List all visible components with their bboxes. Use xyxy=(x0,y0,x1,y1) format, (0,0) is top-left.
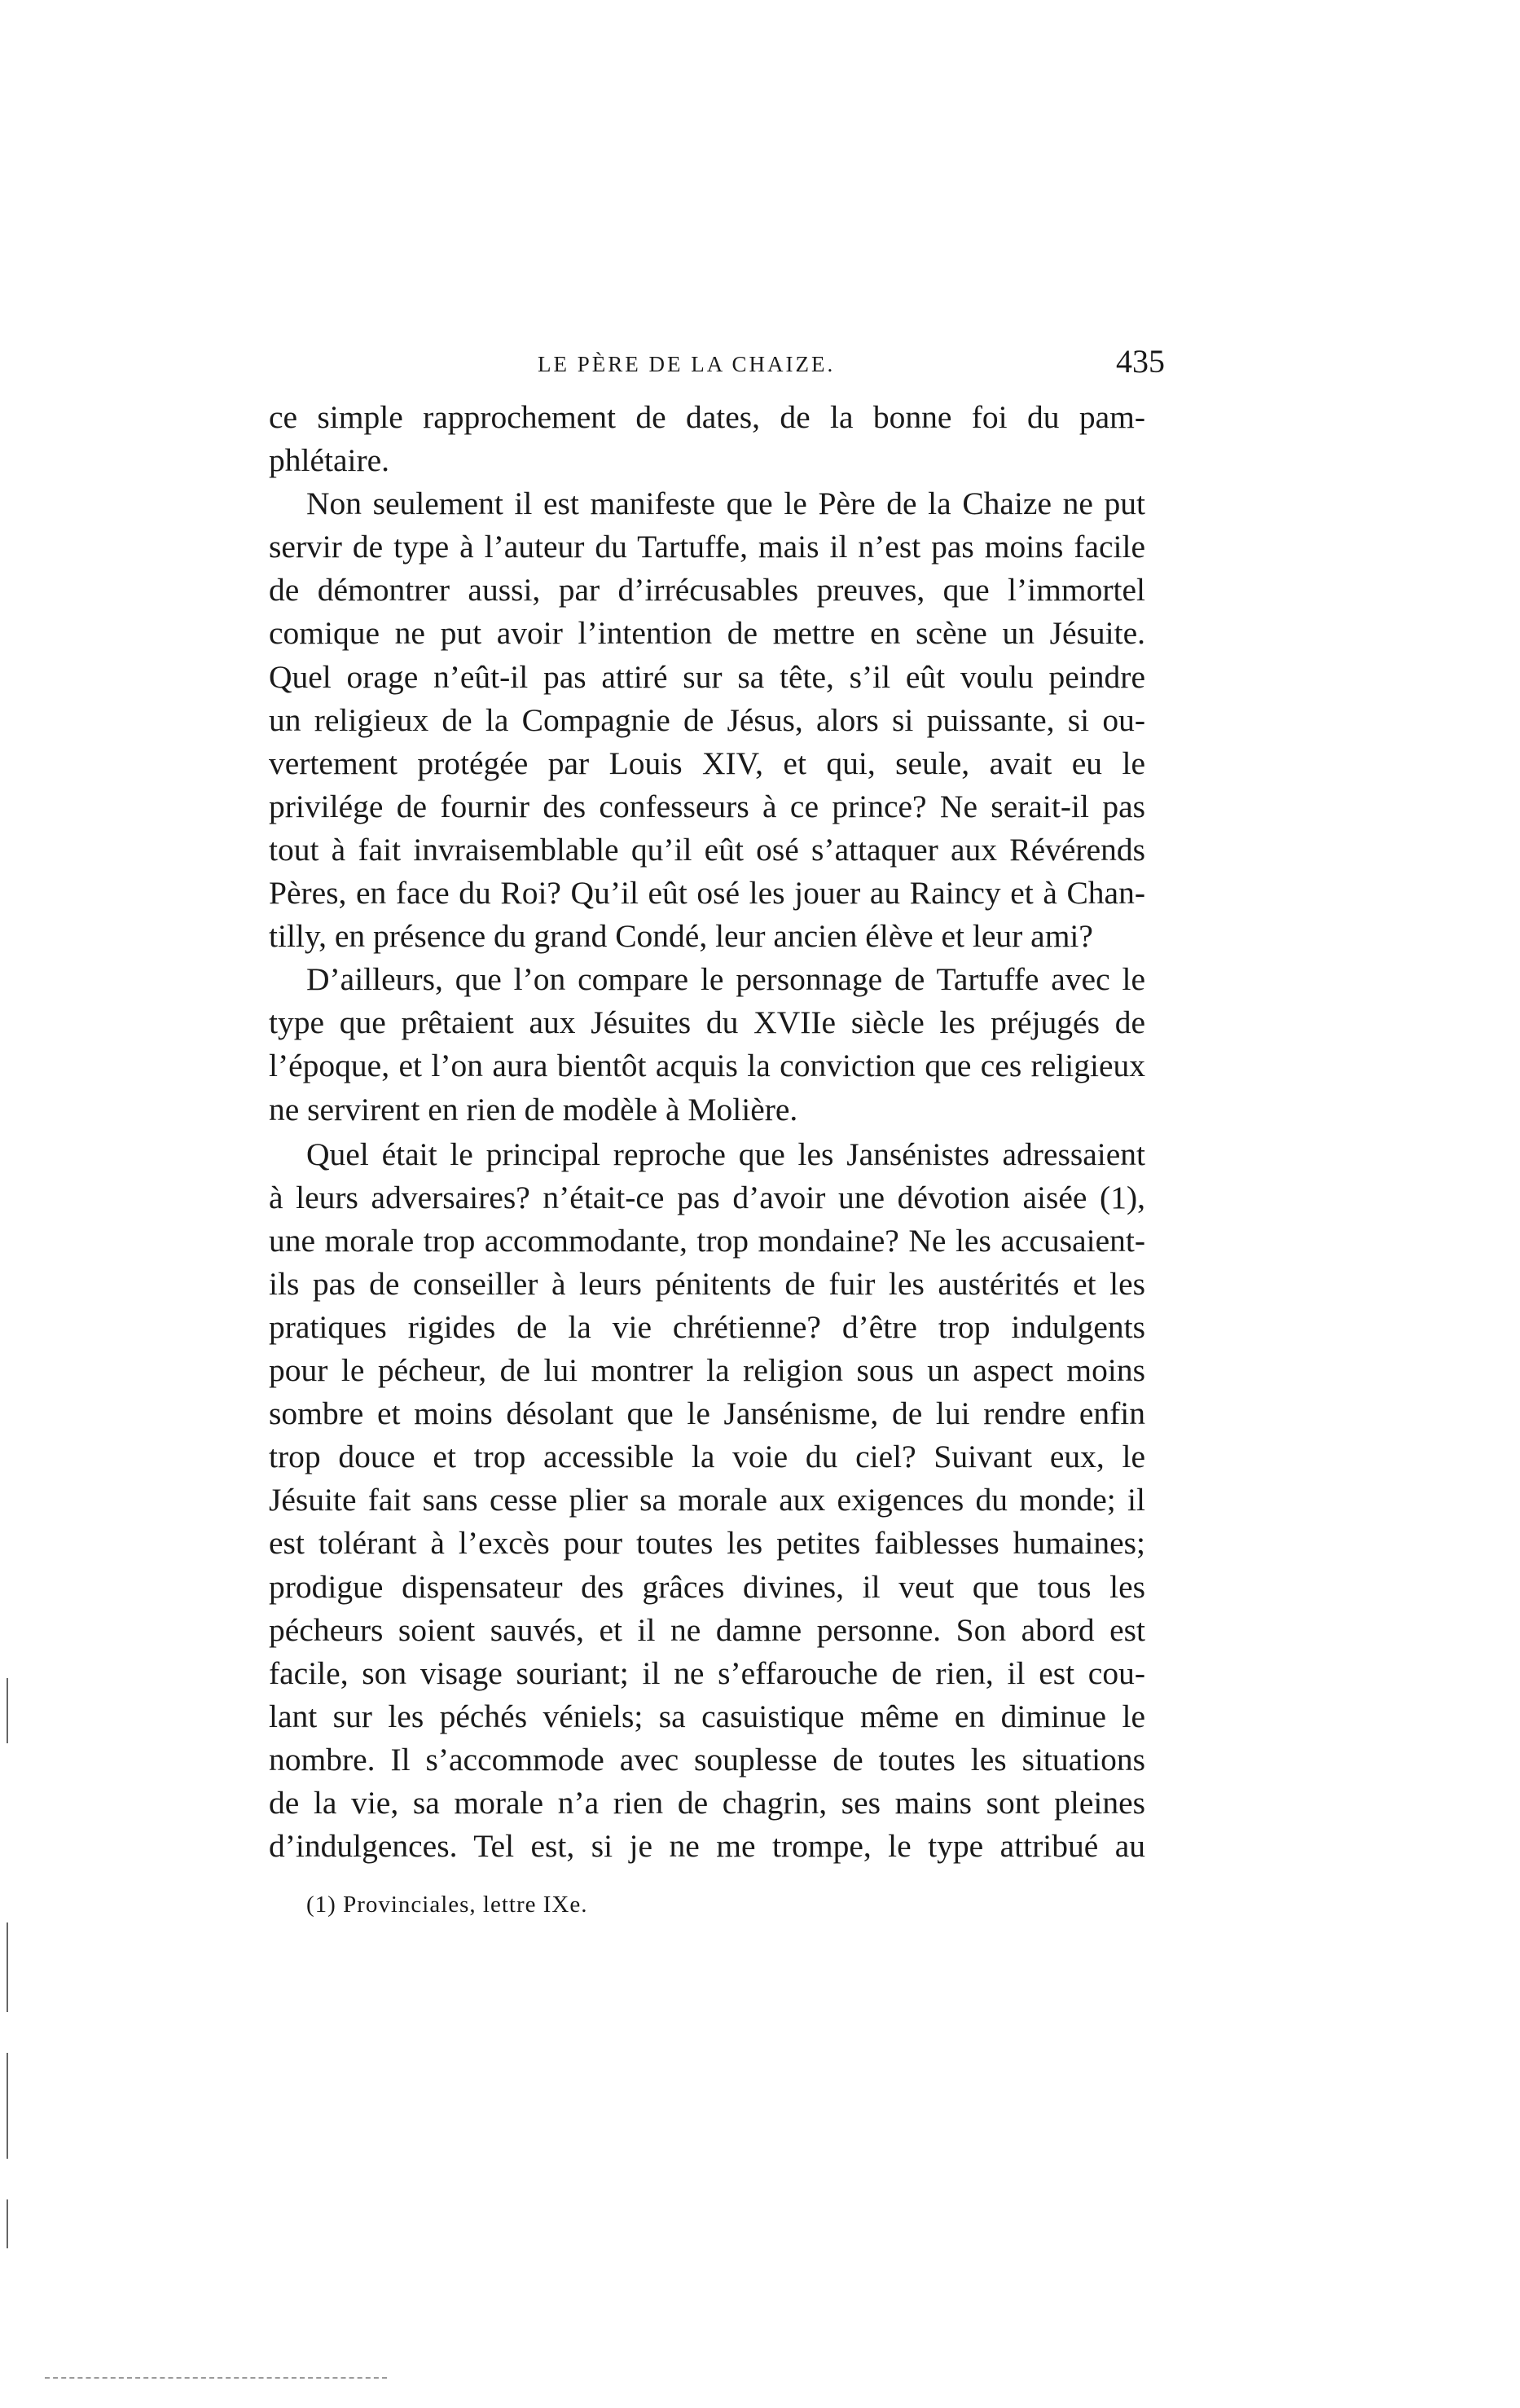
text-line: servir de type à l’auteur du Tartuffe, mais il n’est pas moins facile xyxy=(269,529,1145,565)
bottom-rule xyxy=(45,2377,387,2379)
margin-rule xyxy=(7,1922,8,2012)
margin-rule xyxy=(7,1678,8,1743)
text-line: pour le pécheur, de lui montrer la religion sous un aspect moins xyxy=(269,1352,1145,1389)
text-line: nombre. Il s’accommode avec souplesse de toutes les situations xyxy=(269,1741,1145,1777)
text-line: prodigue dispensateur des grâces divines, il veut que tous les xyxy=(269,1568,1145,1605)
text-line: type que prêtaient aux Jésuites du XVIIe siècle les préjugés de xyxy=(269,1004,1145,1041)
margin-rule xyxy=(7,2053,8,2159)
text-line: d’indulgences. Tel est, si je ne me trompe, le type attribué au xyxy=(269,1828,1145,1865)
text-line: facile, son visage souriant; il ne s’effarouche de rien, il est cou- xyxy=(269,1654,1145,1691)
text-line: comique ne put avoir l’intention de mettre en scène un Jésuite. xyxy=(269,615,1145,652)
text-line: ils pas de conseiller à leurs pénitents de fuir les austérités et les xyxy=(269,1265,1145,1302)
text-line: privilége de fournir des confesseurs à ce prince? Ne serait-il pas xyxy=(269,788,1145,824)
text-line: à leurs adversaires? n’était-ce pas d’avoir une dévotion aisée (1), xyxy=(269,1179,1145,1215)
running-title: LE PÈRE DE LA CHAIZE. xyxy=(538,352,836,376)
text-line: de démontrer aussi, par d’irrécusables preuves, que l’immortel xyxy=(269,572,1145,609)
footnote: (1) Provinciales, lettre IXe. xyxy=(306,1892,588,1918)
text-line: D’ailleurs, que l’on compare le personnage de Tartuffe avec le xyxy=(306,961,1145,998)
body-text xyxy=(269,396,1145,1868)
text-line: de la vie, sa morale n’a rien de chagrin, ses mains sont pleines xyxy=(269,1785,1145,1821)
text-line: tilly, en présence du grand Condé, leur ancien élève et leur ami? xyxy=(269,918,1093,955)
text-line: Quel était le principal reproche que les Jansénistes adressaient xyxy=(306,1136,1145,1172)
running-head xyxy=(253,342,1165,383)
text-line: Quel orage n’eût-il pas attiré sur sa tête, s’il eût voulu peindre xyxy=(269,658,1145,695)
text-line: pratiques rigides de la vie chrétienne? d’être trop indulgents xyxy=(269,1308,1145,1345)
text-line: sombre et moins désolant que le Jansénisme, de lui rendre enfin xyxy=(269,1395,1145,1432)
text-line: une morale trop accommodante, trop mondaine? Ne les accusaient- xyxy=(269,1222,1145,1259)
text-line: l’époque, et l’on aura bientôt acquis la conviction que ces religieux xyxy=(269,1048,1145,1084)
text-line: pécheurs soient sauvés, et il ne damne personne. Son abord est xyxy=(269,1611,1145,1648)
text-line: vertement protégée par Louis XIV, et qui, seule, avait eu le xyxy=(269,745,1145,781)
text-line: Non seulement il est manifeste que le Père de la Chaize ne put xyxy=(306,486,1145,522)
text-line: lant sur les péchés véniels; sa casuistique même en diminue le xyxy=(269,1698,1145,1734)
page-number: 435 xyxy=(1116,343,1165,380)
margin-rule xyxy=(7,2199,8,2248)
text-line: est tolérant à l’excès pour toutes les petites faiblesses humaines; xyxy=(269,1525,1145,1562)
text-line: Pères, en face du Roi? Qu’il eût osé les jouer au Raincy et à Chan- xyxy=(269,875,1145,912)
text-line: un religieux de la Compagnie de Jésus, alors si puissante, si ou- xyxy=(269,701,1145,738)
text-line: Jésuite fait sans cesse plier sa morale aux exigences du monde; il xyxy=(269,1482,1145,1518)
text-line: ne servirent en rien de modèle à Molière. xyxy=(269,1091,798,1127)
text-line: tout à fait invraisemblable qu’il eût osé s’attaquer aux Révérends xyxy=(269,831,1145,868)
text-line: trop douce et trop accessible la voie du ciel? Suivant eux, le xyxy=(269,1439,1145,1475)
text-line: ce simple rapprochement de dates, de la bonne foi du pam- xyxy=(269,399,1145,435)
text-line: phlétaire. xyxy=(269,442,390,479)
